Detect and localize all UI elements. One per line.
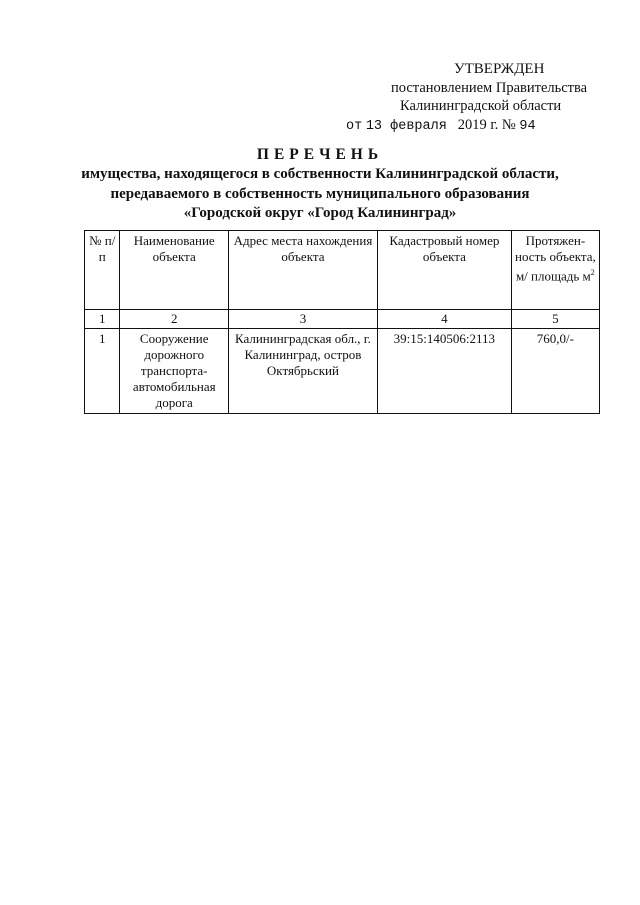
column-number: 3 bbox=[228, 310, 377, 329]
table-header-row bbox=[85, 231, 600, 310]
row-size: 760,0/- bbox=[511, 329, 599, 414]
column-number: 1 bbox=[85, 310, 120, 329]
approval-date-line bbox=[346, 116, 536, 136]
approval-date-value: 13 февраля bbox=[365, 119, 447, 134]
document-title: ПЕРЕЧЕНЬ bbox=[256, 146, 384, 163]
column-number: 4 bbox=[377, 310, 511, 329]
row-name: Сооружение дорожного транспорта-автомобильная дорога bbox=[120, 329, 228, 414]
column-number: 5 bbox=[511, 310, 599, 329]
header-cell-number: № п/п bbox=[85, 231, 120, 310]
approval-line-1: постановлением Правительства bbox=[391, 80, 588, 96]
header-cell-cadastral: Кадастровый номер объекта bbox=[377, 231, 511, 310]
approval-line-2: Калининградской области bbox=[400, 98, 562, 114]
row-cadastral: 39:15:140506:2113 bbox=[377, 329, 511, 414]
row-number: 1 bbox=[85, 329, 120, 414]
approval-number: 94 bbox=[519, 119, 536, 134]
property-table bbox=[84, 230, 600, 414]
heading-line-3: «Городской округ «Город Калининград» bbox=[183, 205, 457, 221]
header-size-text: Протяжен-ность объекта, м/ площадь м bbox=[515, 233, 596, 284]
approval-date-year: 2019 г. № bbox=[457, 117, 516, 133]
table-row bbox=[85, 329, 600, 414]
column-number: 2 bbox=[120, 310, 228, 329]
column-number-row bbox=[85, 310, 600, 329]
header-cell-size bbox=[511, 231, 599, 310]
header-cell-address: Адрес места нахождения объекта bbox=[228, 231, 377, 310]
heading-line-2: передаваемого в собственность муниципального образования bbox=[110, 185, 530, 202]
header-cell-name: Наименование объекта bbox=[120, 231, 228, 310]
document-heading bbox=[0, 145, 640, 224]
heading-line-1: имущества, находящегося в собственности Калининградской области, bbox=[81, 166, 559, 182]
approval-title: УТВЕРЖДЕН bbox=[454, 61, 545, 77]
header-size-sup: 2 bbox=[590, 268, 595, 277]
approval-date-prefix: от bbox=[346, 119, 363, 134]
row-address: Калининградская обл., г. Калининград, остров Октябрьский bbox=[228, 329, 377, 414]
